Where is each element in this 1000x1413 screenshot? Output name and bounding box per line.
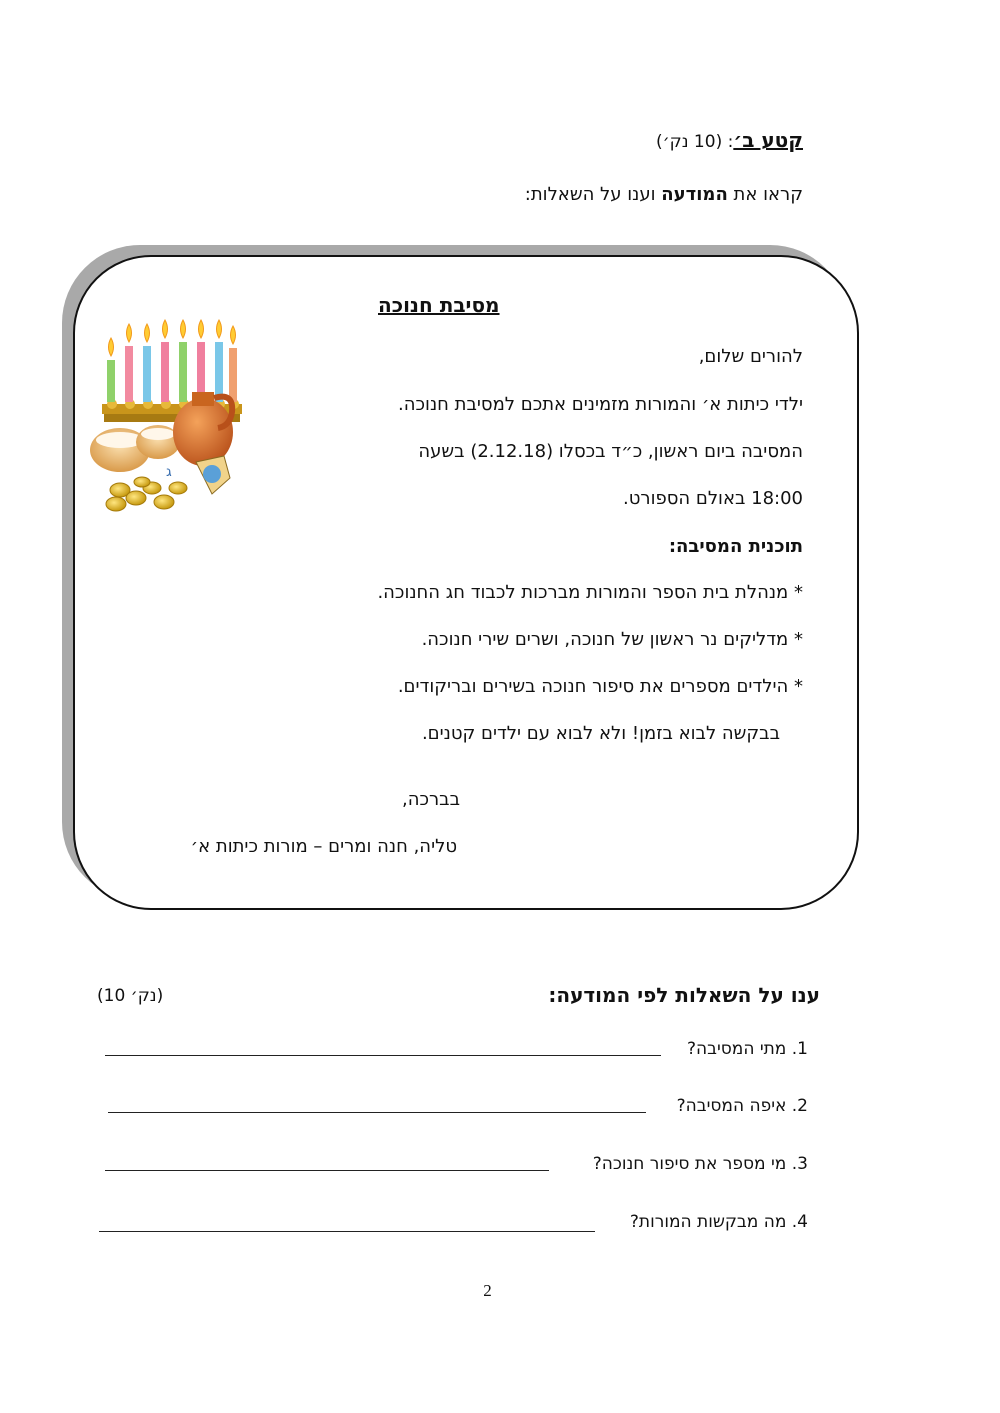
svg-text:ג: ג (166, 464, 172, 480)
section-points: : (10 נק׳) (655, 132, 734, 152)
notice-line: המסיבה ביום ראשון, כ״ד בכסלו (2.12.18) בשעה (418, 441, 803, 462)
notice-line: 18:00 באולם הספורט. (623, 488, 803, 509)
notice-greeting: להורים שלום, (698, 346, 803, 367)
instruction (525, 184, 803, 205)
instruction-text-end: וענו על השאלות: (524, 184, 662, 205)
section-label: קטע ב׳ (733, 128, 803, 152)
question-2: 2. איפה המסיבה? (676, 1096, 808, 1116)
answer-line-4[interactable] (99, 1231, 595, 1232)
answer-line-2[interactable] (108, 1112, 646, 1113)
program-item: * הילדים מספרים את סיפור חנוכה בשירים ובריקודים. (397, 676, 803, 697)
notice-closing: בברכה, (402, 789, 460, 810)
instruction-bold-word: המודעה (661, 184, 728, 205)
program-item: * מדליקים נר ראשון של חנוכה, ושרים שירי חנוכה. (421, 629, 803, 650)
answer-line-3[interactable] (105, 1170, 549, 1171)
menorah-icon (88, 312, 258, 522)
notice-signature: טליה, חנה ומרים – מורות כיתות א׳ (190, 836, 457, 857)
section-title (656, 128, 803, 152)
questions-points: (10 נק׳) (97, 986, 164, 1006)
questions-header: ענו על השאלות לפי המודעה: (548, 983, 820, 1007)
instruction-text-start: קראו את (727, 184, 803, 205)
question-3: 3. מי מספר את סיפור חנוכה? (592, 1154, 808, 1174)
notice-line: ילדי כיתות א׳ והמורות מזמינים אתכם למסיבת חנוכה. (398, 394, 803, 415)
notice-title: מסיבת חנוכה (378, 293, 500, 317)
question-4: 4. מה מבקשות המורות? (629, 1212, 808, 1232)
page-number: 2 (483, 1281, 492, 1300)
program-title: תוכנית המסיבה: (668, 536, 803, 557)
notice-request: בבקשה לבוא בזמן! ולא לבוא עם ילדים קטנים. (421, 723, 780, 744)
program-item: * מנהלת בית הספר והמורות מברכות לכבוד חג החנוכה. (377, 582, 803, 603)
answer-line-1[interactable] (105, 1055, 661, 1056)
question-1: 1. מתי המסיבה? (686, 1039, 808, 1059)
